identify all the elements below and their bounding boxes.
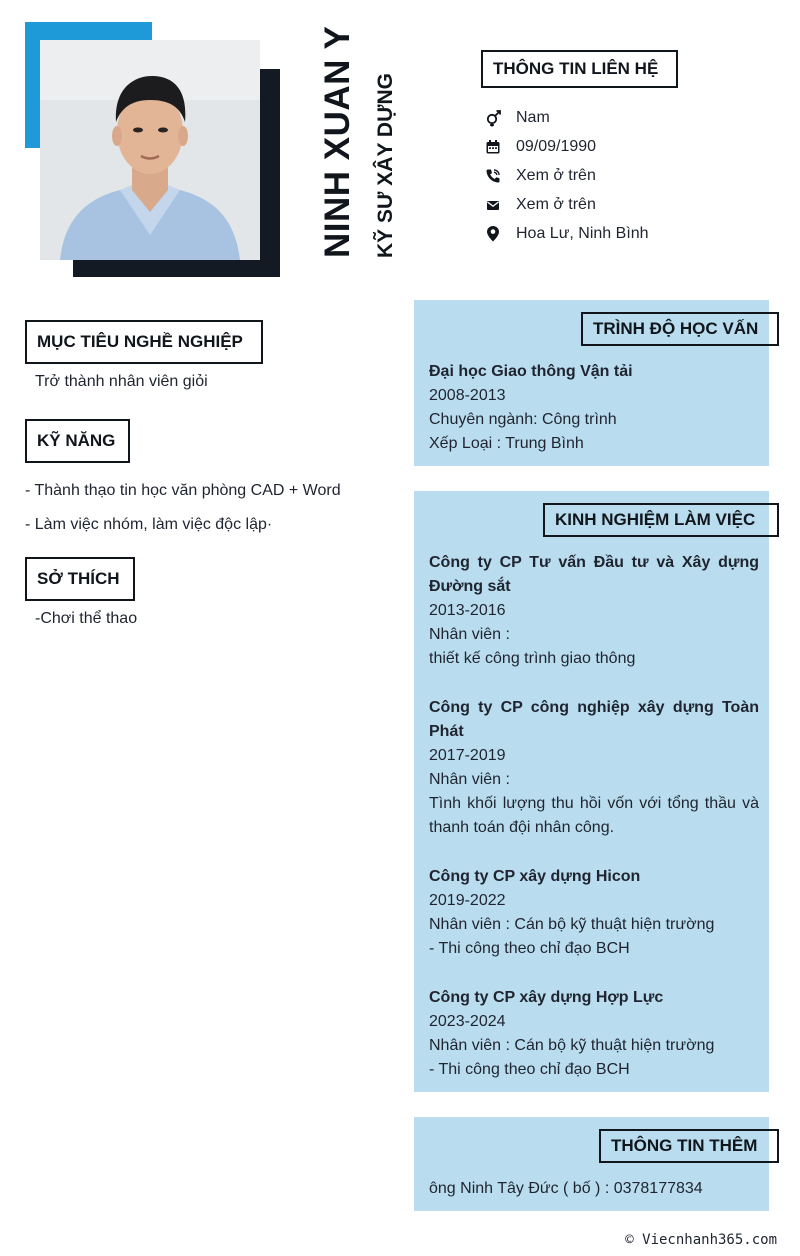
job-company: Công ty CP công nghiệp xây dựng Toàn Phát: [429, 699, 759, 740]
education-heading: TRÌNH ĐỘ HỌC VẤN: [581, 312, 779, 346]
job-description: - Thi công theo chỉ đạo BCH: [429, 940, 630, 957]
job-role: Nhân viên : Cán bộ kỹ thuật hiện trường: [429, 1037, 715, 1054]
footer-copyright: © Viecnhanh365.com: [625, 1232, 777, 1248]
job-period: 2017-2019: [429, 747, 506, 764]
mail-icon: [484, 196, 502, 214]
phone-icon: [484, 167, 502, 185]
extra-info-text: ông Ninh Tây Đức ( bố ) : 0378177834: [429, 1180, 703, 1197]
objective-heading: MỤC TIÊU NGHỀ NGHIỆP: [25, 320, 263, 364]
education-period: 2008-2013: [429, 387, 506, 404]
extra-info-heading: THÔNG TIN THÊM: [599, 1129, 779, 1163]
contact-birthdate: [484, 132, 784, 161]
contact-phone: [484, 161, 784, 190]
job-company: Công ty CP Tư vấn Đầu tư và Xây dựng Đường sắt: [429, 554, 759, 595]
profile-photo: [40, 40, 260, 260]
objective-text: Trở thành nhân viên giỏi: [35, 373, 208, 390]
portrait-illustration: [40, 40, 260, 260]
job-company: Công ty CP xây dựng Hợp Lực: [429, 989, 664, 1006]
skill-item: - Làm việc nhóm, làm việc độc lập·: [25, 516, 273, 533]
contact-address-text: Hoa Lư, Ninh Bình: [516, 224, 649, 242]
job-role: Nhân viên : Cán bộ kỹ thuật hiện trường: [429, 916, 715, 933]
experience-list: [429, 551, 759, 1082]
contact-email: [484, 190, 784, 219]
job-description: Tình khối lượng thu hồi vốn với tổng thầu và thanh toán đội nhân công.: [429, 795, 759, 836]
job-entry: [429, 696, 759, 840]
skills-heading: KỸ NĂNG: [25, 419, 130, 463]
contact-address: [484, 219, 784, 248]
candidate-job-title: KỸ SƯ XÂY DỰNG: [374, 73, 397, 258]
education-grade: Xếp Loại : Trung Bình: [429, 435, 584, 452]
candidate-name: NINH XUAN Y: [318, 25, 357, 258]
education-major: Chuyên ngành: Công trình: [429, 411, 617, 428]
location-pin-icon: [484, 225, 502, 243]
hobbies-heading: SỞ THÍCH: [25, 557, 135, 601]
hobbies-text: -Chơi thể thao: [35, 610, 138, 627]
job-company: Công ty CP xây dựng Hicon: [429, 868, 641, 885]
contact-heading: THÔNG TIN LIÊN HỆ: [481, 50, 678, 88]
education-details: [429, 360, 759, 456]
gender-icon: [484, 109, 502, 127]
contact-email-text: Xem ở trên: [516, 195, 596, 213]
job-period: 2013-2016: [429, 602, 506, 619]
contact-gender-text: Nam: [516, 108, 550, 126]
contact-gender: [484, 103, 784, 132]
contact-list: [484, 103, 784, 248]
job-entry: [429, 865, 759, 961]
job-period: 2019-2022: [429, 892, 506, 909]
job-period: 2023-2024: [429, 1013, 506, 1030]
job-entry: [429, 986, 759, 1082]
job-entry: [429, 551, 759, 671]
education-school: Đại học Giao thông Vận tải: [429, 363, 633, 380]
job-role: Nhân viên :: [429, 626, 510, 643]
calendar-icon: [484, 138, 502, 156]
job-description: thiết kế công trình giao thông: [429, 650, 636, 667]
experience-heading: KINH NGHIỆM LÀM VIỆC: [543, 503, 779, 537]
job-description: - Thi công theo chỉ đạo BCH: [429, 1061, 630, 1078]
job-role: Nhân viên :: [429, 771, 510, 788]
contact-birthdate-text: 09/09/1990: [516, 137, 597, 155]
contact-phone-text: Xem ở trên: [516, 166, 596, 184]
skill-item: - Thành thạo tin học văn phòng CAD + Word: [25, 482, 341, 499]
